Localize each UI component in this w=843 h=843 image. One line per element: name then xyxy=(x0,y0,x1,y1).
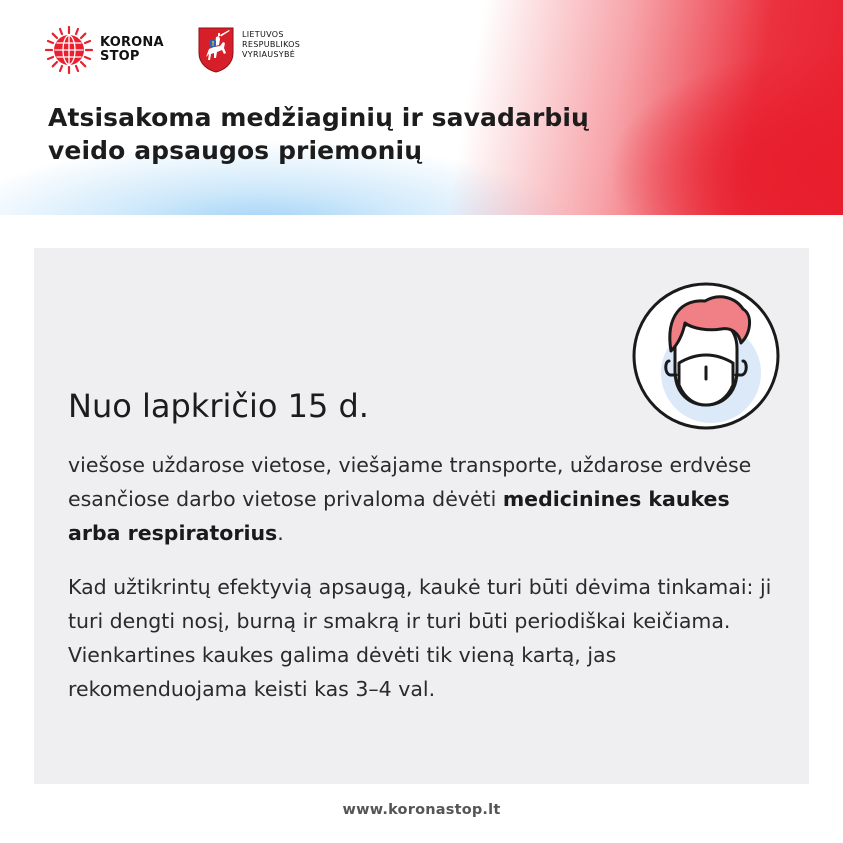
virus-globe-icon xyxy=(44,25,94,75)
effective-date-heading: Nuo lapkričio 15 d. xyxy=(68,387,369,425)
gov-logo-line2: RESPUBLIKOS xyxy=(242,40,301,49)
person-with-face-mask-icon xyxy=(631,281,781,431)
page-title-line2: veido apsaugos priemonių xyxy=(48,136,423,165)
mask-requirement-text: viešose uždarose vietose, viešajame transporte, uždarose erdvėse esančiose darbo vietose privaloma dėvėti xyxy=(68,453,752,511)
gov-logo-line1: LIETUVOS xyxy=(242,30,284,39)
website-link[interactable]: www.koronastop.lt xyxy=(342,802,501,818)
korona-logo-line1: KORONA xyxy=(100,35,164,50)
header-banner xyxy=(0,0,843,215)
info-card xyxy=(34,248,809,784)
page-title xyxy=(48,101,688,167)
vytis-coat-of-arms-icon xyxy=(198,27,234,73)
mask-requirement-end: . xyxy=(277,521,284,545)
gov-logo-line3: VYRIAUSYBĖ xyxy=(242,50,296,59)
korona-stop-logo[interactable] xyxy=(44,24,172,76)
mask-requirement-paragraph xyxy=(68,448,788,550)
mask-usage-paragraph: Kad užtikrintų efektyvią apsaugą, kaukė turi būti dėvima tinkamai: ji turi dengti nosį, burną ir smakrą ir turi būti periodiškai keičiama. Vienkartines kaukes galima dėvėti tik vieną kartą, jas rekomenduojama keisti kas 3–4 val. xyxy=(68,575,772,701)
mask-requirement-emphasis: medicinines kaukes arba respiratorius xyxy=(68,487,730,545)
korona-logo-line2: STOP xyxy=(100,49,140,64)
page-title-line1: Atsisakoma medžiaginių ir savadarbių xyxy=(48,103,589,132)
government-logo[interactable] xyxy=(198,27,300,77)
